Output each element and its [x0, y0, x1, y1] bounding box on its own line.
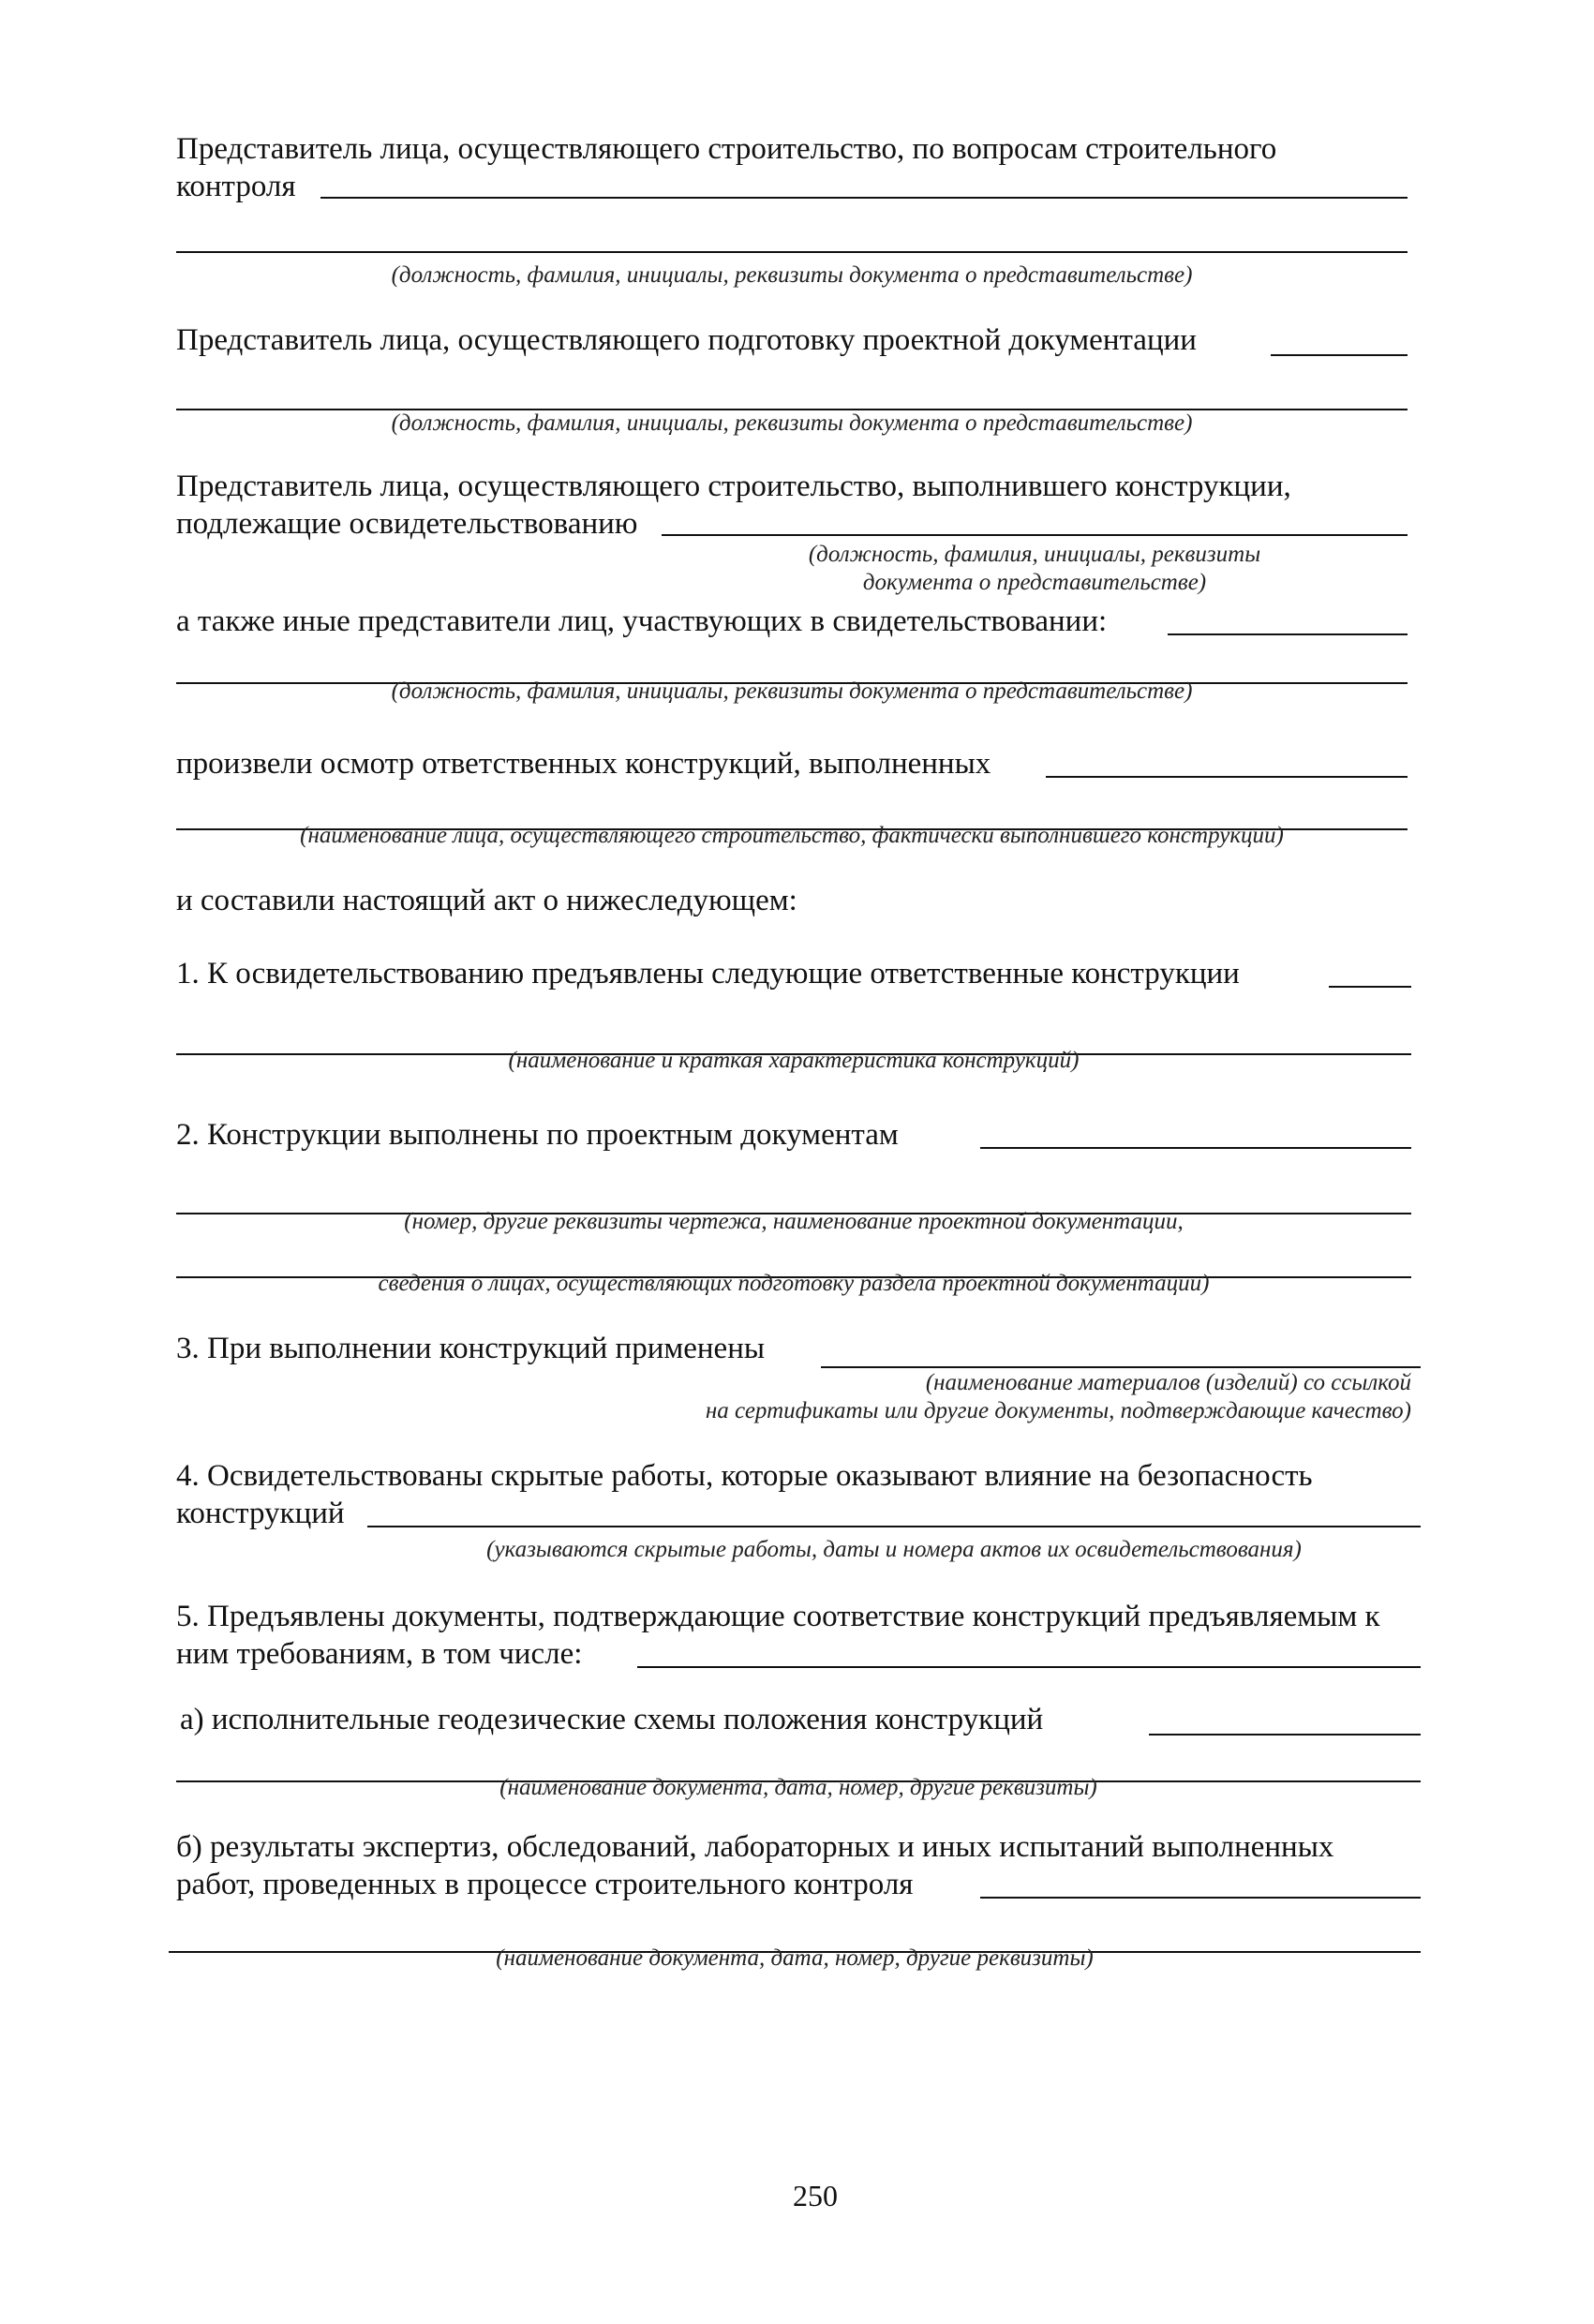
inspection-line1: произвели осмотр ответственных конструкций, выполненных — [176, 747, 991, 781]
field-caption: (должность, фамилия, инициалы, реквизиты документа о представительстве) — [391, 262, 1193, 288]
item1-text: 1. К освидетельствованию предъявлены следующие ответственные конструкции — [176, 957, 1240, 991]
field-caption: (наименование документа, дата, номер, другие реквизиты) — [499, 1775, 1097, 1800]
field-caption: (наименование лица, осуществляющего строительство, фактически выполнившего конструкции) — [300, 823, 1284, 848]
item4-line1: 4. Освидетельствованы скрытые работы, которые оказывают влияние на безопасность — [176, 1459, 1313, 1493]
field-caption: (должность, фамилия, инициалы, реквизиты документа о представительстве) — [391, 678, 1193, 704]
fill-line — [980, 1147, 1411, 1149]
fill-line — [662, 534, 1408, 536]
field-caption: (должность, фамилия, инициалы, реквизиты документа о представительстве) — [391, 410, 1193, 436]
rep-construction-control-line1: Представитель лица, осуществляющего строительство, по вопросам строительного — [176, 132, 1277, 166]
page-number: 250 — [793, 2179, 838, 2212]
item5b-line1: б) результаты экспертиз, обследований, лабораторных и иных испытаний выполненных — [176, 1830, 1334, 1864]
field-caption: (наименование материалов (изделий) со ссылкой — [925, 1370, 1411, 1395]
item5-line2: ним требованиям, в том числе: — [176, 1637, 583, 1671]
fill-line — [980, 1897, 1421, 1899]
field-caption: (наименование документа, дата, номер, другие реквизиты) — [496, 1945, 1094, 1971]
fill-line — [1329, 986, 1411, 988]
fill-line — [320, 197, 1408, 199]
field-caption: документа о представительстве) — [862, 570, 1207, 595]
item5b-line2: работ, проведенных в процессе строительного контроля — [176, 1868, 914, 1901]
field-caption: на сертификаты или другие документы, подтверждающие качество) — [705, 1398, 1411, 1423]
act-intro: и составили настоящий акт о нижеследующем: — [176, 884, 797, 917]
item2-text: 2. Конструкции выполнены по проектным документам — [176, 1118, 899, 1152]
item3-text: 3. При выполнении конструкций применены — [176, 1332, 766, 1365]
fill-line — [637, 1666, 1421, 1668]
item5-line1: 5. Предъявлены документы, подтверждающие соответствие конструкций предъявляемым к — [176, 1600, 1380, 1633]
other-reps-line1: а также иные представители лиц, участвующих в свидетельствовании: — [176, 604, 1108, 638]
fill-line — [1046, 776, 1408, 778]
rep-construction-control-line2: контроля — [176, 170, 296, 203]
rep-contractor-line1: Представитель лица, осуществляющего строительство, выполнившего конструкции, — [176, 469, 1291, 503]
item5a-text: а) исполнительные геодезические схемы положения конструкций — [180, 1703, 1044, 1736]
field-caption: (номер, другие реквизиты чертежа, наименование проектной документации, — [404, 1209, 1184, 1234]
fill-line — [176, 251, 1408, 253]
fill-line — [367, 1526, 1421, 1527]
fill-line — [1271, 354, 1408, 356]
field-caption: (должность, фамилия, инициалы, реквизиты — [808, 542, 1261, 567]
item4-line2: конструкций — [176, 1497, 345, 1530]
field-caption: (указываются скрытые работы, даты и номера актов их освидетельствования) — [486, 1537, 1302, 1562]
rep-project-docs-line1: Представитель лица, осуществляющего подготовку проектной документации — [176, 323, 1197, 357]
field-caption: (наименование и краткая характеристика конструкций) — [508, 1048, 1080, 1073]
fill-line — [821, 1366, 1421, 1368]
rep-contractor-line2: подлежащие освидетельствованию — [176, 507, 638, 541]
field-caption: сведения о лицах, осуществляющих подготовку раздела проектной документации) — [378, 1271, 1210, 1296]
fill-line — [1168, 633, 1408, 635]
fill-line — [1149, 1734, 1421, 1736]
